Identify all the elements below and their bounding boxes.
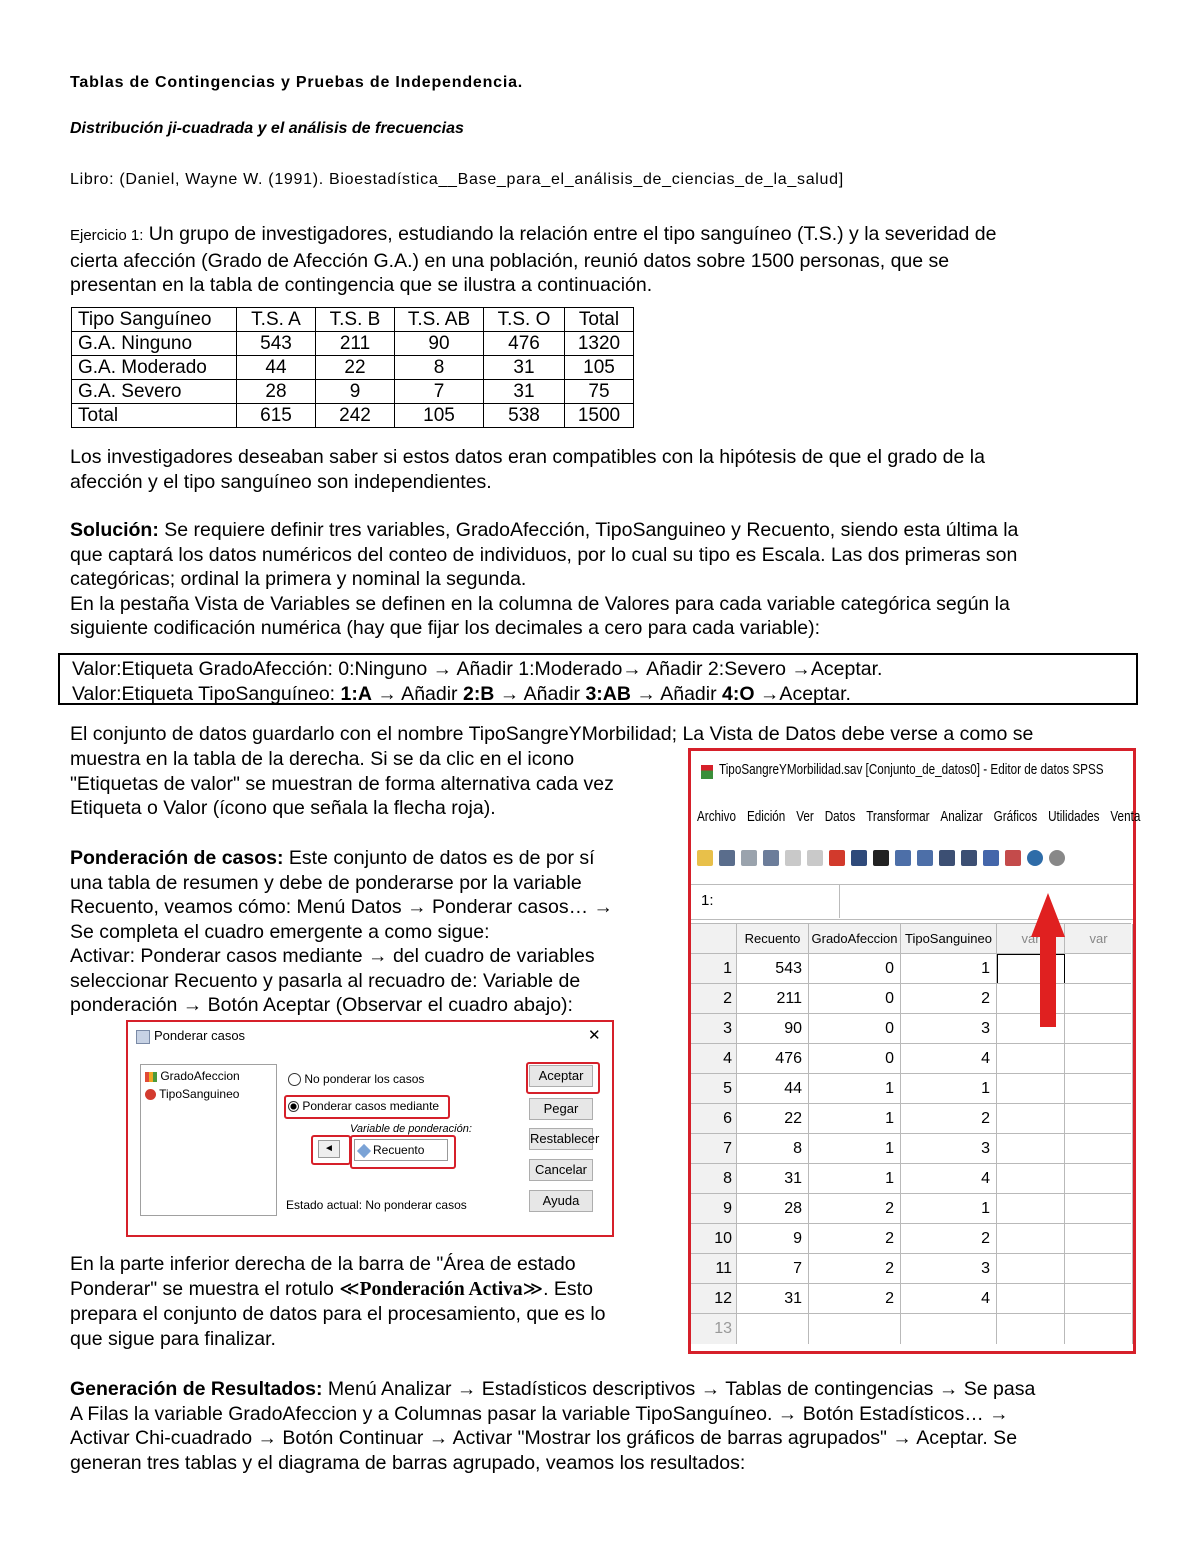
text-line: En la pestaña Vista de Variables se definen en la columna de Valores para cada variable categórica según la bbox=[70, 592, 1010, 615]
table-cell: 242 bbox=[316, 404, 395, 428]
exercise-text-line: cierta afección (Grado de Afección G.A.) en una población, reunió datos sobre 1500 personas, que se bbox=[70, 249, 950, 272]
show-all-variables-icon[interactable] bbox=[1049, 850, 1065, 866]
data-cell[interactable]: 4 bbox=[901, 1284, 997, 1314]
data-cell[interactable]: 2 bbox=[809, 1284, 901, 1314]
data-cell[interactable]: 0 bbox=[809, 984, 901, 1014]
table-cell: 75 bbox=[565, 380, 634, 404]
scale-variable-icon bbox=[357, 1144, 371, 1158]
table-cell: 8 bbox=[395, 356, 484, 380]
dialog-app-icon bbox=[136, 1030, 150, 1044]
text-line: Recuento, veamos cómo: Menú Datos → Ponderar casos… → bbox=[70, 896, 613, 918]
variable-item-tiposanguineo[interactable]: TipoSanguineo bbox=[145, 1087, 239, 1101]
data-cell[interactable]: 2 bbox=[901, 984, 997, 1014]
text-line: Los investigadores deseaban saber si estos datos eran compatibles con la hipótesis de que el grado de la bbox=[70, 446, 985, 468]
move-arrow-button[interactable]: ◄ bbox=[318, 1140, 340, 1158]
data-cell[interactable]: 7 bbox=[737, 1254, 809, 1284]
data-cell[interactable]: 1 bbox=[809, 1104, 901, 1134]
data-cell[interactable] bbox=[809, 1314, 901, 1344]
reset-button[interactable]: Restablecer bbox=[529, 1128, 593, 1150]
data-cell[interactable]: 1 bbox=[901, 1194, 997, 1224]
menu-item[interactable]: Transformar bbox=[866, 808, 930, 825]
data-row bbox=[691, 1043, 1131, 1074]
text-line: Este conjunto de datos es de por sí bbox=[283, 847, 595, 869]
data-row bbox=[691, 1193, 1131, 1224]
menu-item[interactable]: Gráficos bbox=[993, 808, 1038, 825]
book-reference: Libro: (Daniel, Wayne W. (1991). Bioestadística__Base_para_el_análisis_de_ciencias_de_la_salud] bbox=[70, 171, 844, 188]
dataset-paragraph bbox=[70, 747, 670, 821]
data-cell[interactable]: 2 bbox=[809, 1194, 901, 1224]
data-row bbox=[691, 1313, 1131, 1344]
data-row bbox=[691, 953, 1131, 984]
row-number[interactable]: 13 bbox=[691, 1314, 737, 1344]
data-cell[interactable]: 31 bbox=[737, 1164, 809, 1194]
exercise-text-line: Un grupo de investigadores, estudiando la relación entre el tipo sanguíneo (T.S.) y la severidad de bbox=[143, 223, 997, 245]
use-sets-icon[interactable] bbox=[1027, 850, 1043, 866]
weight-cases-dialog bbox=[126, 1020, 614, 1237]
data-cell[interactable]: 4 bbox=[901, 1164, 997, 1194]
text-line: Activar Chi-cuadrado → Botón Continuar → Activar "Mostrar los gráficos de barras agrupados" → Aceptar. Se bbox=[70, 1427, 1018, 1449]
table-cell: 31 bbox=[484, 380, 565, 404]
data-cell[interactable]: 211 bbox=[737, 984, 809, 1014]
data-cell[interactable]: 90 bbox=[737, 1014, 809, 1044]
empty-cell[interactable] bbox=[1065, 1224, 1133, 1254]
data-cell[interactable]: 22 bbox=[737, 1104, 809, 1134]
solution-label: Solución: bbox=[70, 519, 159, 541]
empty-cell[interactable] bbox=[1065, 1104, 1133, 1134]
save-icon[interactable] bbox=[719, 850, 735, 866]
data-grid bbox=[691, 923, 1133, 1353]
data-cell[interactable]: 31 bbox=[737, 1284, 809, 1314]
table-cell: 538 bbox=[484, 404, 565, 428]
empty-cell[interactable] bbox=[997, 1134, 1065, 1164]
menu-item[interactable]: Venta bbox=[1110, 808, 1141, 825]
cell-editor-field[interactable] bbox=[839, 885, 1130, 918]
weighting-label: Ponderación de casos: bbox=[70, 847, 284, 869]
column-header-row bbox=[691, 923, 1131, 954]
spss-data-editor bbox=[688, 748, 1141, 1354]
text-line: Se completa el cuadro emergente a como sigue: bbox=[70, 920, 490, 943]
column-header[interactable]: GradoAfeccion bbox=[809, 924, 901, 954]
data-row bbox=[691, 1013, 1131, 1044]
data-cell[interactable]: 1 bbox=[901, 954, 997, 984]
table-header-cell: T.S. AB bbox=[395, 308, 484, 332]
text-line: Ponderar" se muestra el rotulo ≪Ponderación Activa≫. Esto bbox=[70, 1277, 593, 1300]
menu-item[interactable]: Ver bbox=[796, 808, 814, 825]
data-row bbox=[691, 1103, 1131, 1134]
data-cell[interactable]: 3 bbox=[901, 1134, 997, 1164]
cell-reference-bar bbox=[691, 884, 1133, 920]
table-cell: 31 bbox=[484, 356, 565, 380]
text-line: Menú Analizar → Estadísticos descriptivos → Tablas de contingencias → Se pasa bbox=[322, 1378, 1036, 1400]
radio-no-weight[interactable]: No ponderar los casos bbox=[288, 1072, 424, 1086]
data-cell[interactable]: 9 bbox=[737, 1224, 809, 1254]
doc-title: Tablas de Contingencias y Pruebas de Independencia. bbox=[70, 74, 524, 91]
data-cell[interactable]: 1 bbox=[809, 1074, 901, 1104]
empty-cell[interactable] bbox=[997, 1044, 1065, 1074]
investigators-paragraph bbox=[70, 445, 985, 494]
data-cell[interactable]: 1 bbox=[901, 1074, 997, 1104]
table-cell: 22 bbox=[316, 356, 395, 380]
cancel-button[interactable]: Cancelar bbox=[529, 1159, 593, 1181]
menu-item[interactable]: Edición bbox=[746, 808, 786, 825]
row-number[interactable]: 7 bbox=[691, 1134, 737, 1164]
table-row bbox=[72, 404, 634, 428]
data-cell[interactable]: 28 bbox=[737, 1194, 809, 1224]
table-cell: 211 bbox=[316, 332, 395, 356]
data-row bbox=[691, 1253, 1131, 1284]
data-cell[interactable]: 2 bbox=[809, 1254, 901, 1284]
find-icon[interactable] bbox=[873, 850, 889, 866]
menu-item[interactable]: Datos bbox=[824, 808, 856, 825]
data-row bbox=[691, 1223, 1131, 1254]
row-number[interactable]: 4 bbox=[691, 1044, 737, 1074]
row-number[interactable]: 6 bbox=[691, 1104, 737, 1134]
insert-variable-icon[interactable] bbox=[917, 850, 933, 866]
data-cell[interactable]: 0 bbox=[809, 954, 901, 984]
goto-variable-icon[interactable] bbox=[851, 850, 867, 866]
table-cell: G.A. Ninguno bbox=[72, 332, 237, 356]
text-line: una tabla de resumen y debe de ponderarse por la variable bbox=[70, 871, 582, 894]
data-cell[interactable]: 543 bbox=[737, 954, 809, 984]
table-cell: Total bbox=[72, 404, 237, 428]
empty-cell[interactable] bbox=[997, 1194, 1065, 1224]
empty-cell[interactable] bbox=[997, 1314, 1065, 1344]
empty-cell[interactable] bbox=[1065, 1314, 1133, 1344]
dialog-title: Ponderar casos bbox=[154, 1028, 246, 1043]
empty-cell[interactable] bbox=[1065, 1044, 1133, 1074]
data-cell[interactable]: 1 bbox=[809, 1134, 901, 1164]
text-line: muestra en la tabla de la derecha. Si se da clic en el icono bbox=[70, 748, 575, 770]
table-cell: 105 bbox=[565, 356, 634, 380]
data-cell[interactable]: 476 bbox=[737, 1044, 809, 1074]
paste-button[interactable]: Pegar bbox=[529, 1098, 593, 1120]
data-row bbox=[691, 983, 1131, 1014]
split-file-icon[interactable] bbox=[939, 850, 955, 866]
table-cell: 1500 bbox=[565, 404, 634, 428]
empty-cell[interactable] bbox=[997, 1074, 1065, 1104]
column-header[interactable]: var bbox=[997, 924, 1065, 954]
empty-cell[interactable] bbox=[997, 1164, 1065, 1194]
accept-button[interactable]: Aceptar bbox=[529, 1065, 593, 1087]
text-line: que sigue para finalizar. bbox=[70, 1327, 276, 1350]
data-cell[interactable]: 1 bbox=[809, 1164, 901, 1194]
row-number[interactable]: 5 bbox=[691, 1074, 737, 1104]
window-title: TipoSangreYMorbilidad.sav [Conjunto_de_datos0] - Editor de datos SPSS bbox=[719, 761, 1104, 778]
empty-cell[interactable] bbox=[997, 1284, 1065, 1314]
row-number[interactable]: 12 bbox=[691, 1284, 737, 1314]
table-header-cell: T.S. A bbox=[237, 308, 316, 332]
table-header-cell: T.S. B bbox=[316, 308, 395, 332]
row-number[interactable]: 2 bbox=[691, 984, 737, 1014]
text-line: "Etiquetas de valor" se muestran de forma alternativa cada vez bbox=[70, 772, 614, 795]
table-row bbox=[72, 332, 634, 356]
menu-item[interactable]: Archivo bbox=[697, 808, 737, 825]
weighting-paragraph bbox=[70, 846, 670, 1018]
menu-item[interactable]: Analizar bbox=[940, 808, 983, 825]
empty-cell[interactable] bbox=[1065, 954, 1133, 984]
weight-variable-label: Variable de ponderación: bbox=[350, 1123, 472, 1135]
data-cell[interactable]: 2 bbox=[901, 1224, 997, 1254]
table-row bbox=[72, 380, 634, 404]
text-line: Etiqueta o Valor (ícono que señala la flecha roja). bbox=[70, 797, 496, 819]
data-row bbox=[691, 1073, 1131, 1104]
radio-empty-icon bbox=[288, 1073, 301, 1086]
status-paragraph bbox=[70, 1252, 670, 1351]
table-cell: 543 bbox=[237, 332, 316, 356]
empty-cell[interactable] bbox=[1065, 1014, 1133, 1044]
table-cell: 44 bbox=[237, 356, 316, 380]
current-status: Estado actual: No ponderar casos bbox=[286, 1198, 467, 1212]
help-button[interactable]: Ayuda bbox=[529, 1190, 593, 1212]
empty-cell[interactable] bbox=[997, 1104, 1065, 1134]
data-cell[interactable]: 44 bbox=[737, 1074, 809, 1104]
data-cell[interactable]: 3 bbox=[901, 1254, 997, 1284]
menu-bar bbox=[697, 808, 1151, 825]
ordinal-variable-icon bbox=[145, 1072, 157, 1082]
row-number[interactable]: 9 bbox=[691, 1194, 737, 1224]
text-line: Se requiere definir tres variables, GradoAfección, TipoSanguineo y Recuento, siendo esta última la bbox=[158, 519, 1019, 541]
menu-item[interactable]: Utilidades bbox=[1048, 808, 1100, 825]
text-line: A Filas la variable GradoAfeccion y a Columnas pasar la variable TipoSanguíneo. → Botón Estadísticos… → bbox=[70, 1402, 1009, 1425]
table-cell: 90 bbox=[395, 332, 484, 356]
table-cell: 9 bbox=[316, 380, 395, 404]
radio-selected-icon bbox=[288, 1101, 299, 1112]
dialog-recall-icon[interactable] bbox=[763, 850, 779, 866]
dataset-paragraph-first: El conjunto de datos guardarlo con el nombre TipoSangreYMorbilidad; La Vista de Datos debe verse a como se bbox=[70, 723, 1034, 745]
weight-variable-field[interactable]: Recuento bbox=[354, 1139, 448, 1161]
doc-subtitle: Distribución ji-cuadrada y el análisis de frecuencias bbox=[70, 120, 464, 137]
goto-case-icon[interactable] bbox=[829, 850, 845, 866]
contingency-table bbox=[71, 307, 634, 428]
weight-cases-icon[interactable] bbox=[961, 850, 977, 866]
text-line: seleccionar Recuento y pasarla al recuadro de: Variable de bbox=[70, 969, 581, 992]
select-cases-icon[interactable] bbox=[983, 850, 999, 866]
solution-paragraph bbox=[70, 518, 1018, 641]
undo-icon[interactable] bbox=[785, 850, 801, 866]
results-paragraph bbox=[70, 1377, 1130, 1475]
insert-cases-icon[interactable] bbox=[895, 850, 911, 866]
nominal-variable-icon bbox=[145, 1089, 156, 1100]
text-line: afección y el tipo sanguíneo son independientes. bbox=[70, 470, 492, 493]
red-arrow-icon bbox=[1031, 893, 1065, 1033]
row-number[interactable]: 3 bbox=[691, 1014, 737, 1044]
redo-icon[interactable] bbox=[807, 850, 823, 866]
row-number[interactable]: 11 bbox=[691, 1254, 737, 1284]
column-header[interactable]: Recuento bbox=[737, 924, 809, 954]
row-number[interactable]: 10 bbox=[691, 1224, 737, 1254]
text-line: que captará los datos numéricos del conteo de individuos, por lo cual su tipo es Escala. Las dos primeras son bbox=[70, 543, 1018, 566]
spss-app-icon bbox=[701, 765, 713, 779]
variable-item-gradoafeccion[interactable]: GradoAfeccion bbox=[145, 1069, 240, 1083]
toolbar bbox=[697, 843, 1065, 873]
table-header-cell: Total bbox=[565, 308, 634, 332]
open-icon[interactable] bbox=[697, 850, 713, 866]
empty-cell[interactable] bbox=[997, 1224, 1065, 1254]
codification-line: Valor:Etiqueta GradoAfección: 0:Ninguno → Añadir 1:Moderado→ Añadir 2:Severo →Aceptar. bbox=[72, 658, 883, 680]
row-number[interactable]: 8 bbox=[691, 1164, 737, 1194]
data-cell[interactable]: 3 bbox=[901, 1014, 997, 1044]
data-cell[interactable]: 0 bbox=[809, 1014, 901, 1044]
value-labels-icon[interactable] bbox=[1005, 850, 1021, 866]
text-line: generan tres tablas y el diagrama de barras agrupado, veamos los resultados: bbox=[70, 1451, 746, 1474]
print-icon[interactable] bbox=[741, 850, 757, 866]
exercise-paragraph bbox=[70, 222, 1140, 298]
table-header-row bbox=[72, 308, 634, 332]
text-line: siguiente codificación numérica (hay que fijar los decimales a cero para cada variable): bbox=[70, 617, 821, 639]
text-line: prepara el conjunto de datos para el procesamiento, que es lo bbox=[70, 1303, 606, 1325]
empty-cell[interactable] bbox=[1065, 1194, 1133, 1224]
table-cell: 476 bbox=[484, 332, 565, 356]
variable-list[interactable] bbox=[140, 1064, 277, 1216]
data-cell[interactable] bbox=[737, 1314, 809, 1344]
table-cell: 7 bbox=[395, 380, 484, 404]
table-cell: 105 bbox=[395, 404, 484, 428]
empty-cell[interactable] bbox=[1065, 984, 1133, 1014]
data-cell[interactable] bbox=[901, 1314, 997, 1344]
data-row bbox=[691, 1283, 1131, 1314]
results-label: Generación de Resultados: bbox=[70, 1378, 323, 1400]
column-header[interactable]: var bbox=[1065, 924, 1133, 954]
data-cell[interactable]: 2 bbox=[901, 1104, 997, 1134]
data-cell[interactable]: 2 bbox=[809, 1224, 901, 1254]
data-row bbox=[691, 1163, 1131, 1194]
cell-reference: 1: bbox=[701, 892, 714, 909]
table-cell: G.A. Moderado bbox=[72, 356, 237, 380]
table-header-cell: T.S. O bbox=[484, 308, 565, 332]
column-header[interactable]: TipoSanguineo bbox=[901, 924, 997, 954]
table-header-cell: Tipo Sanguíneo bbox=[72, 308, 237, 332]
table-row bbox=[72, 356, 634, 380]
empty-cell[interactable] bbox=[1065, 1134, 1133, 1164]
text-line: ponderación → Botón Aceptar (Observar el cuadro abajo): bbox=[70, 994, 573, 1016]
radio-weight-by[interactable]: Ponderar casos mediante bbox=[288, 1099, 439, 1113]
table-cell: 28 bbox=[237, 380, 316, 404]
corner-cell[interactable] bbox=[691, 924, 737, 954]
codification-box bbox=[58, 653, 1138, 705]
close-icon[interactable]: ✕ bbox=[588, 1027, 601, 1044]
table-cell: G.A. Severo bbox=[72, 380, 237, 404]
exercise-text-line: presentan en la tabla de contingencia que se ilustra a continuación. bbox=[70, 274, 653, 296]
data-row bbox=[691, 1133, 1131, 1164]
empty-cell[interactable] bbox=[1065, 1074, 1133, 1104]
data-cell[interactable]: 0 bbox=[809, 1044, 901, 1074]
row-number[interactable]: 1 bbox=[691, 954, 737, 984]
exercise-label: Ejercicio 1: bbox=[70, 227, 144, 244]
text-line: Activar: Ponderar casos mediante → del cuadro de variables bbox=[70, 945, 595, 967]
data-cell[interactable]: 8 bbox=[737, 1134, 809, 1164]
empty-cell[interactable] bbox=[1065, 1284, 1133, 1314]
table-cell: 615 bbox=[237, 404, 316, 428]
text-line: En la parte inferior derecha de la barra de "Área de estado bbox=[70, 1253, 576, 1275]
codification-line: Valor:Etiqueta TipoSanguíneo: 1:A → Añadir 2:B → Añadir 3:AB → Añadir 4:O →Aceptar. bbox=[72, 682, 851, 705]
empty-cell[interactable] bbox=[1065, 1164, 1133, 1194]
table-cell: 1320 bbox=[565, 332, 634, 356]
data-cell[interactable]: 4 bbox=[901, 1044, 997, 1074]
empty-cell[interactable] bbox=[997, 1254, 1065, 1284]
empty-cell[interactable] bbox=[1065, 1254, 1133, 1284]
text-line: categóricas; ordinal la primera y nominal la segunda. bbox=[70, 568, 527, 590]
